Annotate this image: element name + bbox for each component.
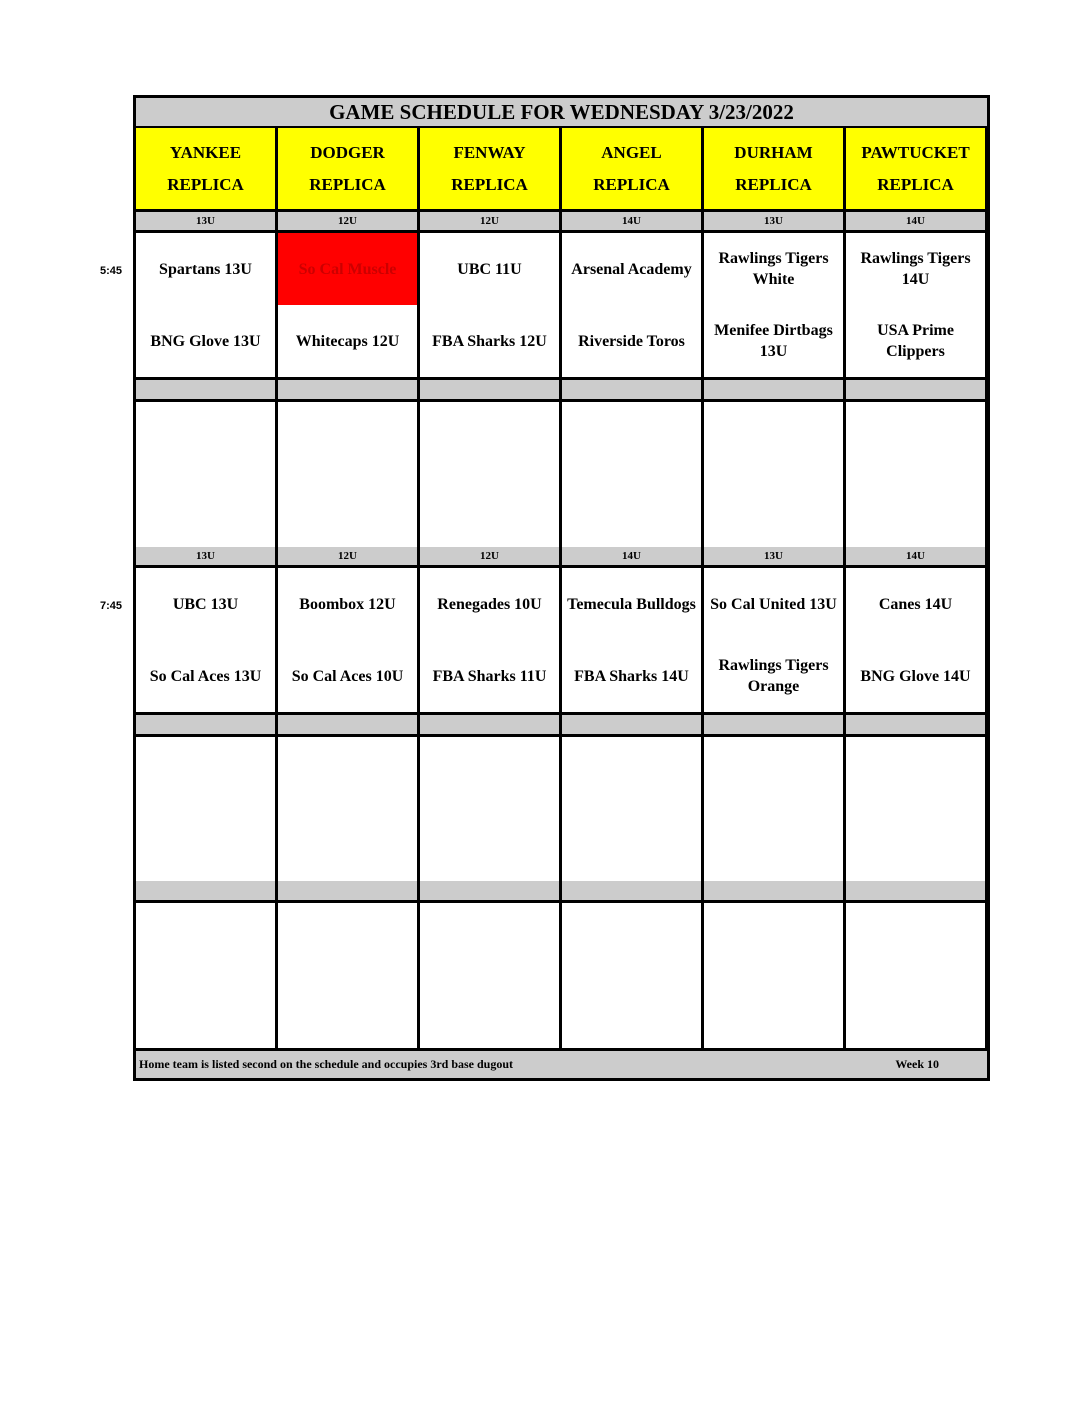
away-team[interactable]: Renegades 10U (420, 568, 559, 640)
home-team[interactable]: USA Prime Clippers (846, 305, 985, 377)
age-group-cell: 13U (136, 212, 275, 230)
footer-note: Home team is listed second on the schedule and occupies 3rd base dugout (139, 1057, 514, 1071)
age-group-cell: 13U (704, 212, 843, 230)
away-team[interactable]: UBC 13U (136, 568, 275, 640)
separator-row (136, 881, 275, 900)
home-team[interactable]: So Cal Aces 10U (278, 640, 417, 712)
separator-row (704, 881, 843, 900)
empty-slot[interactable] (704, 737, 843, 881)
home-team[interactable]: Rawlings Tigers Orange (704, 640, 843, 712)
separator-row (846, 881, 985, 900)
empty-slot[interactable] (420, 402, 559, 547)
away-team[interactable]: Boombox 12U (278, 568, 417, 640)
separator-row (562, 881, 701, 900)
field-name: DURHAM (734, 142, 813, 162)
age-group-cell: 12U (278, 212, 417, 230)
field-name: FENWAY (453, 142, 526, 162)
home-team[interactable]: Riverside Toros (562, 305, 701, 377)
away-team[interactable]: So Cal United 13U (704, 568, 843, 640)
away-team[interactable]: Temecula Bulldogs (562, 568, 701, 640)
empty-slot[interactable] (562, 903, 701, 1048)
age-group-cell: 14U (562, 212, 701, 230)
home-team[interactable]: Whitecaps 12U (278, 305, 417, 377)
empty-slot[interactable] (278, 903, 417, 1048)
separator-row (704, 715, 843, 734)
field-sub: REPLICA (735, 174, 812, 194)
time-label: 7:45 (100, 600, 123, 612)
separator-row (562, 380, 701, 399)
separator-row (136, 380, 275, 399)
home-team[interactable]: FBA Sharks 12U (420, 305, 559, 377)
age-group-cell: 14U (846, 547, 985, 565)
away-team[interactable]: Spartans 13U (136, 233, 275, 305)
away-team[interactable]: Rawlings Tigers 14U (846, 233, 985, 305)
away-team[interactable]: Arsenal Academy (562, 233, 701, 305)
separator-row (278, 380, 417, 399)
separator-row (278, 715, 417, 734)
empty-slot[interactable] (136, 903, 275, 1048)
empty-slot[interactable] (562, 402, 701, 547)
field-sub: REPLICA (451, 174, 528, 194)
separator-row (420, 380, 559, 399)
field-name: YANKEE (169, 142, 242, 162)
time-label: 5:45 (100, 265, 123, 277)
empty-slot[interactable] (136, 402, 275, 547)
age-group-cell: 12U (420, 212, 559, 230)
field-name: PAWTUCKET (861, 142, 970, 162)
empty-slot[interactable] (704, 402, 843, 547)
field-header-dodger (278, 128, 417, 209)
home-team[interactable]: Menifee Dirtbags 13U (704, 305, 843, 377)
field-header-yankee (136, 128, 275, 209)
separator-row (704, 380, 843, 399)
home-team[interactable]: So Cal Aces 13U (136, 640, 275, 712)
age-group-cell: 12U (278, 547, 417, 565)
empty-slot[interactable] (136, 737, 275, 881)
field-sub: REPLICA (167, 174, 244, 194)
age-group-cell: 14U (562, 547, 701, 565)
week-label: Week 10 (895, 1057, 939, 1071)
separator-row (562, 715, 701, 734)
field-header-pawtucket (846, 128, 985, 209)
empty-slot[interactable] (846, 903, 985, 1048)
age-group-cell: 12U (420, 547, 559, 565)
age-group-cell: 14U (846, 212, 985, 230)
home-team[interactable]: BNG Glove 14U (846, 640, 985, 712)
separator-row (420, 715, 559, 734)
footer (136, 1051, 987, 1078)
field-header-fenway (420, 128, 559, 209)
field-name: DODGER (310, 142, 385, 162)
separator-row (846, 380, 985, 399)
field-sub: REPLICA (593, 174, 670, 194)
home-team[interactable]: FBA Sharks 14U (562, 640, 701, 712)
empty-slot[interactable] (420, 737, 559, 881)
age-group-cell: 13U (136, 547, 275, 565)
home-team[interactable]: FBA Sharks 11U (420, 640, 559, 712)
home-team[interactable]: BNG Glove 13U (136, 305, 275, 377)
separator-row (136, 715, 275, 734)
field-sub: REPLICA (309, 174, 386, 194)
empty-slot[interactable] (704, 903, 843, 1048)
empty-slot[interactable] (420, 903, 559, 1048)
separator-row (420, 881, 559, 900)
away-team[interactable]: Canes 14U (846, 568, 985, 640)
empty-slot[interactable] (278, 737, 417, 881)
away-team[interactable]: Rawlings Tigers White (704, 233, 843, 305)
age-group-cell: 13U (704, 547, 843, 565)
away-team[interactable]: UBC 11U (420, 233, 559, 305)
empty-slot[interactable] (278, 402, 417, 547)
schedule-table (133, 95, 990, 1081)
field-sub: REPLICA (877, 174, 954, 194)
away-team[interactable]: So Cal Muscle (278, 233, 417, 305)
empty-slot[interactable] (846, 402, 985, 547)
separator-row (846, 715, 985, 734)
field-name: ANGEL (601, 142, 662, 162)
field-header-durham (704, 128, 843, 209)
empty-slot[interactable] (846, 737, 985, 881)
page-title: GAME SCHEDULE FOR WEDNESDAY 3/23/2022 (136, 98, 987, 126)
empty-slot[interactable] (562, 737, 701, 881)
field-header-angel (562, 128, 701, 209)
separator-row (278, 881, 417, 900)
